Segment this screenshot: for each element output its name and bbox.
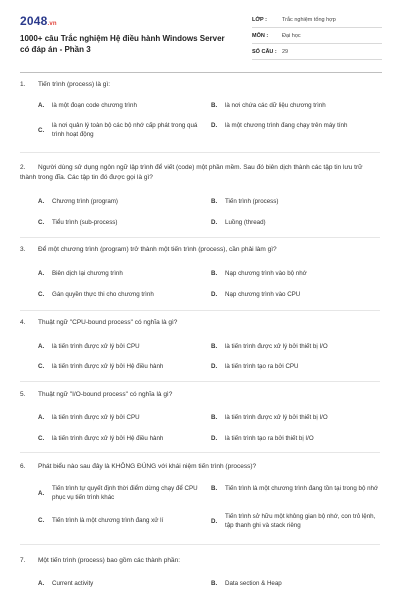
option-d[interactable] — [211, 512, 379, 530]
question-text — [20, 556, 378, 566]
info-label: MÔN : — [252, 32, 269, 39]
option-text: là nơi quản lý toàn bộ các bộ nhớ cấp phát trong quá trình hoạt động — [52, 122, 198, 138]
option-letter: A. — [38, 580, 45, 587]
info-value: Trắc nghiệm tổng hợp — [282, 16, 336, 23]
option-text: Tiến trình tự quyết định thời điểm dừng chạy để CPU phục vụ tiến trình khác — [52, 485, 198, 501]
option-letter: A. — [38, 270, 45, 277]
question-number: 5. — [20, 391, 26, 398]
option-letter: A. — [38, 414, 45, 421]
option-text: Tiểu trình (sub-process) — [52, 219, 118, 226]
option-text: là tiến trình được xử lý bởi thiết bị I/O — [225, 414, 328, 421]
question-separator — [20, 152, 380, 153]
option-c[interactable] — [38, 434, 206, 443]
option-a[interactable] — [38, 484, 206, 502]
info-value: 29 — [282, 48, 289, 55]
option-a[interactable] — [38, 101, 198, 110]
question-number: 2. — [20, 164, 26, 171]
option-text: Chương trình (program) — [52, 198, 118, 205]
question-body: Để một chương trình (program) trở thành một tiến trình (process), cần phải làm gì? — [38, 246, 277, 253]
option-b[interactable] — [211, 197, 376, 206]
option-text: là một chương trình đang chạy trên máy tính — [225, 122, 348, 129]
option-d[interactable] — [211, 218, 376, 227]
option-c[interactable] — [38, 290, 206, 299]
option-text: là tiến trình tạo ra bởi thiết bị I/O — [225, 435, 314, 442]
question-separator — [20, 237, 380, 238]
option-text: là một đoạn code chương trình — [52, 102, 137, 109]
option-b[interactable] — [211, 101, 376, 110]
question-body: Thuật ngữ "CPU-bound process" có nghĩa là gì? — [38, 319, 178, 326]
option-letter: D. — [211, 122, 218, 129]
option-d[interactable] — [211, 434, 381, 443]
option-text: Tiến trình (process) — [225, 198, 279, 205]
option-letter: C. — [38, 126, 45, 134]
info-label: SỐ CÂU : — [252, 48, 277, 55]
option-text: là nơi chứa các dữ liệu chương trình — [225, 102, 326, 109]
site-logo[interactable] — [20, 14, 57, 28]
option-letter: B. — [211, 485, 218, 492]
option-b[interactable] — [211, 413, 381, 422]
option-letter: C. — [38, 291, 45, 298]
info-row-count — [252, 44, 382, 60]
question-number: 7. — [20, 557, 26, 564]
question-text — [20, 318, 378, 328]
option-letter: A. — [38, 343, 45, 350]
option-text: Gán quyền thực thi cho chương trình — [52, 291, 154, 298]
option-text: Data section & Heap — [225, 580, 282, 587]
question-separator — [20, 452, 380, 453]
option-a[interactable] — [38, 197, 198, 206]
info-row-class — [252, 12, 382, 28]
option-b[interactable] — [211, 269, 376, 278]
document-header — [0, 0, 400, 70]
option-letter: B. — [211, 102, 218, 109]
option-letter: B. — [211, 270, 218, 277]
option-b[interactable] — [211, 579, 376, 588]
option-c[interactable] — [38, 218, 198, 227]
info-table — [252, 12, 382, 60]
option-letter: B. — [211, 198, 218, 205]
option-text: Tiến trình là một chương trình đang tồn tại trong bộ nhớ — [225, 485, 379, 492]
option-d[interactable] — [211, 362, 376, 371]
option-letter: B. — [211, 343, 218, 350]
question-separator — [20, 310, 380, 311]
question-body: Tiến trình (process) là gì: — [38, 81, 111, 88]
question-separator — [20, 381, 380, 382]
option-b[interactable] — [211, 342, 381, 351]
option-text: Tiến trình là một chương trình đang xử lí — [52, 517, 164, 524]
option-c[interactable] — [38, 121, 206, 139]
option-letter: D. — [211, 291, 218, 298]
logo-main: 2048 — [20, 14, 48, 28]
question-text — [20, 80, 378, 90]
option-letter: C. — [38, 363, 45, 370]
option-text: là tiến trình được xử lý bởi CPU — [52, 343, 140, 350]
option-c[interactable] — [38, 516, 206, 525]
option-text: Luồng (thread) — [225, 219, 266, 226]
option-text: là tiến trình tạo ra bởi CPU — [225, 363, 299, 370]
question-text — [20, 245, 378, 255]
option-c[interactable] — [38, 362, 206, 371]
option-letter: D. — [211, 517, 218, 525]
option-text: là tiến trình được xử lý bởi Hệ điều hành — [52, 363, 164, 370]
question-number: 6. — [20, 463, 26, 470]
option-a[interactable] — [38, 413, 206, 422]
option-text: Biên dịch lại chương trình — [52, 270, 123, 277]
option-b[interactable] — [211, 484, 379, 493]
info-row-subject — [252, 28, 382, 44]
option-letter: A. — [38, 198, 45, 205]
question-text — [20, 163, 378, 183]
option-text: Tiến trình sở hữu một không gian bộ nhớ, con trỏ lệnh, tập thanh ghi và stack riêng — [225, 513, 376, 529]
option-text: Current activity — [52, 580, 94, 587]
question-number: 3. — [20, 246, 26, 253]
option-text: là tiến trình được xử lý bởi Hệ điều hành — [52, 435, 164, 442]
option-letter: A. — [38, 489, 45, 497]
option-text: là tiến trình được xử lý bởi thiết bị I/O — [225, 343, 328, 350]
option-letter: B. — [211, 580, 218, 587]
header-divider — [20, 72, 382, 73]
option-text: Nạp chương trình vào bộ nhớ — [225, 270, 307, 277]
option-letter: C. — [38, 219, 45, 226]
logo-tld: .vn — [47, 21, 57, 27]
option-letter: D. — [211, 435, 218, 442]
document-title: 1000+ câu Trắc nghiệm Hệ điều hành Windows Server có đáp án - Phần 3 — [20, 34, 225, 54]
option-a[interactable] — [38, 579, 198, 588]
option-letter: D. — [211, 363, 218, 370]
option-letter: B. — [211, 414, 218, 421]
option-letter: C. — [38, 517, 45, 524]
option-a[interactable] — [38, 342, 206, 351]
info-label: LỚP : — [252, 16, 267, 23]
question-body: Một tiến trình (process) bao gồm các thành phần: — [38, 557, 180, 564]
question-number: 1. — [20, 81, 26, 88]
option-letter: C. — [38, 435, 45, 442]
question-text — [20, 390, 378, 400]
option-text: Nạp chương trình vào CPU — [225, 291, 301, 298]
option-letter: D. — [211, 219, 218, 226]
question-body: Thuật ngữ "I/O-bound process" có nghĩa là gì? — [38, 391, 173, 398]
question-text — [20, 462, 378, 472]
question-body: Phát biểu nào sau đây là KHÔNG ĐÚNG với khái niệm tiến trình (process)? — [38, 463, 257, 470]
info-value: Đại học — [282, 32, 301, 39]
question-separator — [20, 544, 380, 545]
option-a[interactable] — [38, 269, 198, 278]
option-text: là tiến trình được xử lý bởi CPU — [52, 414, 140, 421]
option-d[interactable] — [211, 290, 376, 299]
option-letter: A. — [38, 102, 45, 109]
question-number: 4. — [20, 319, 26, 326]
question-body: Người dùng sử dụng ngôn ngữ lập trình để viết (code) một phần mềm. Sau đó biên dịch thành các tập tin lưu trữ thành trong đĩa. Các tập tin đó được gọi là gì? — [20, 164, 363, 181]
option-d[interactable] — [211, 121, 376, 130]
